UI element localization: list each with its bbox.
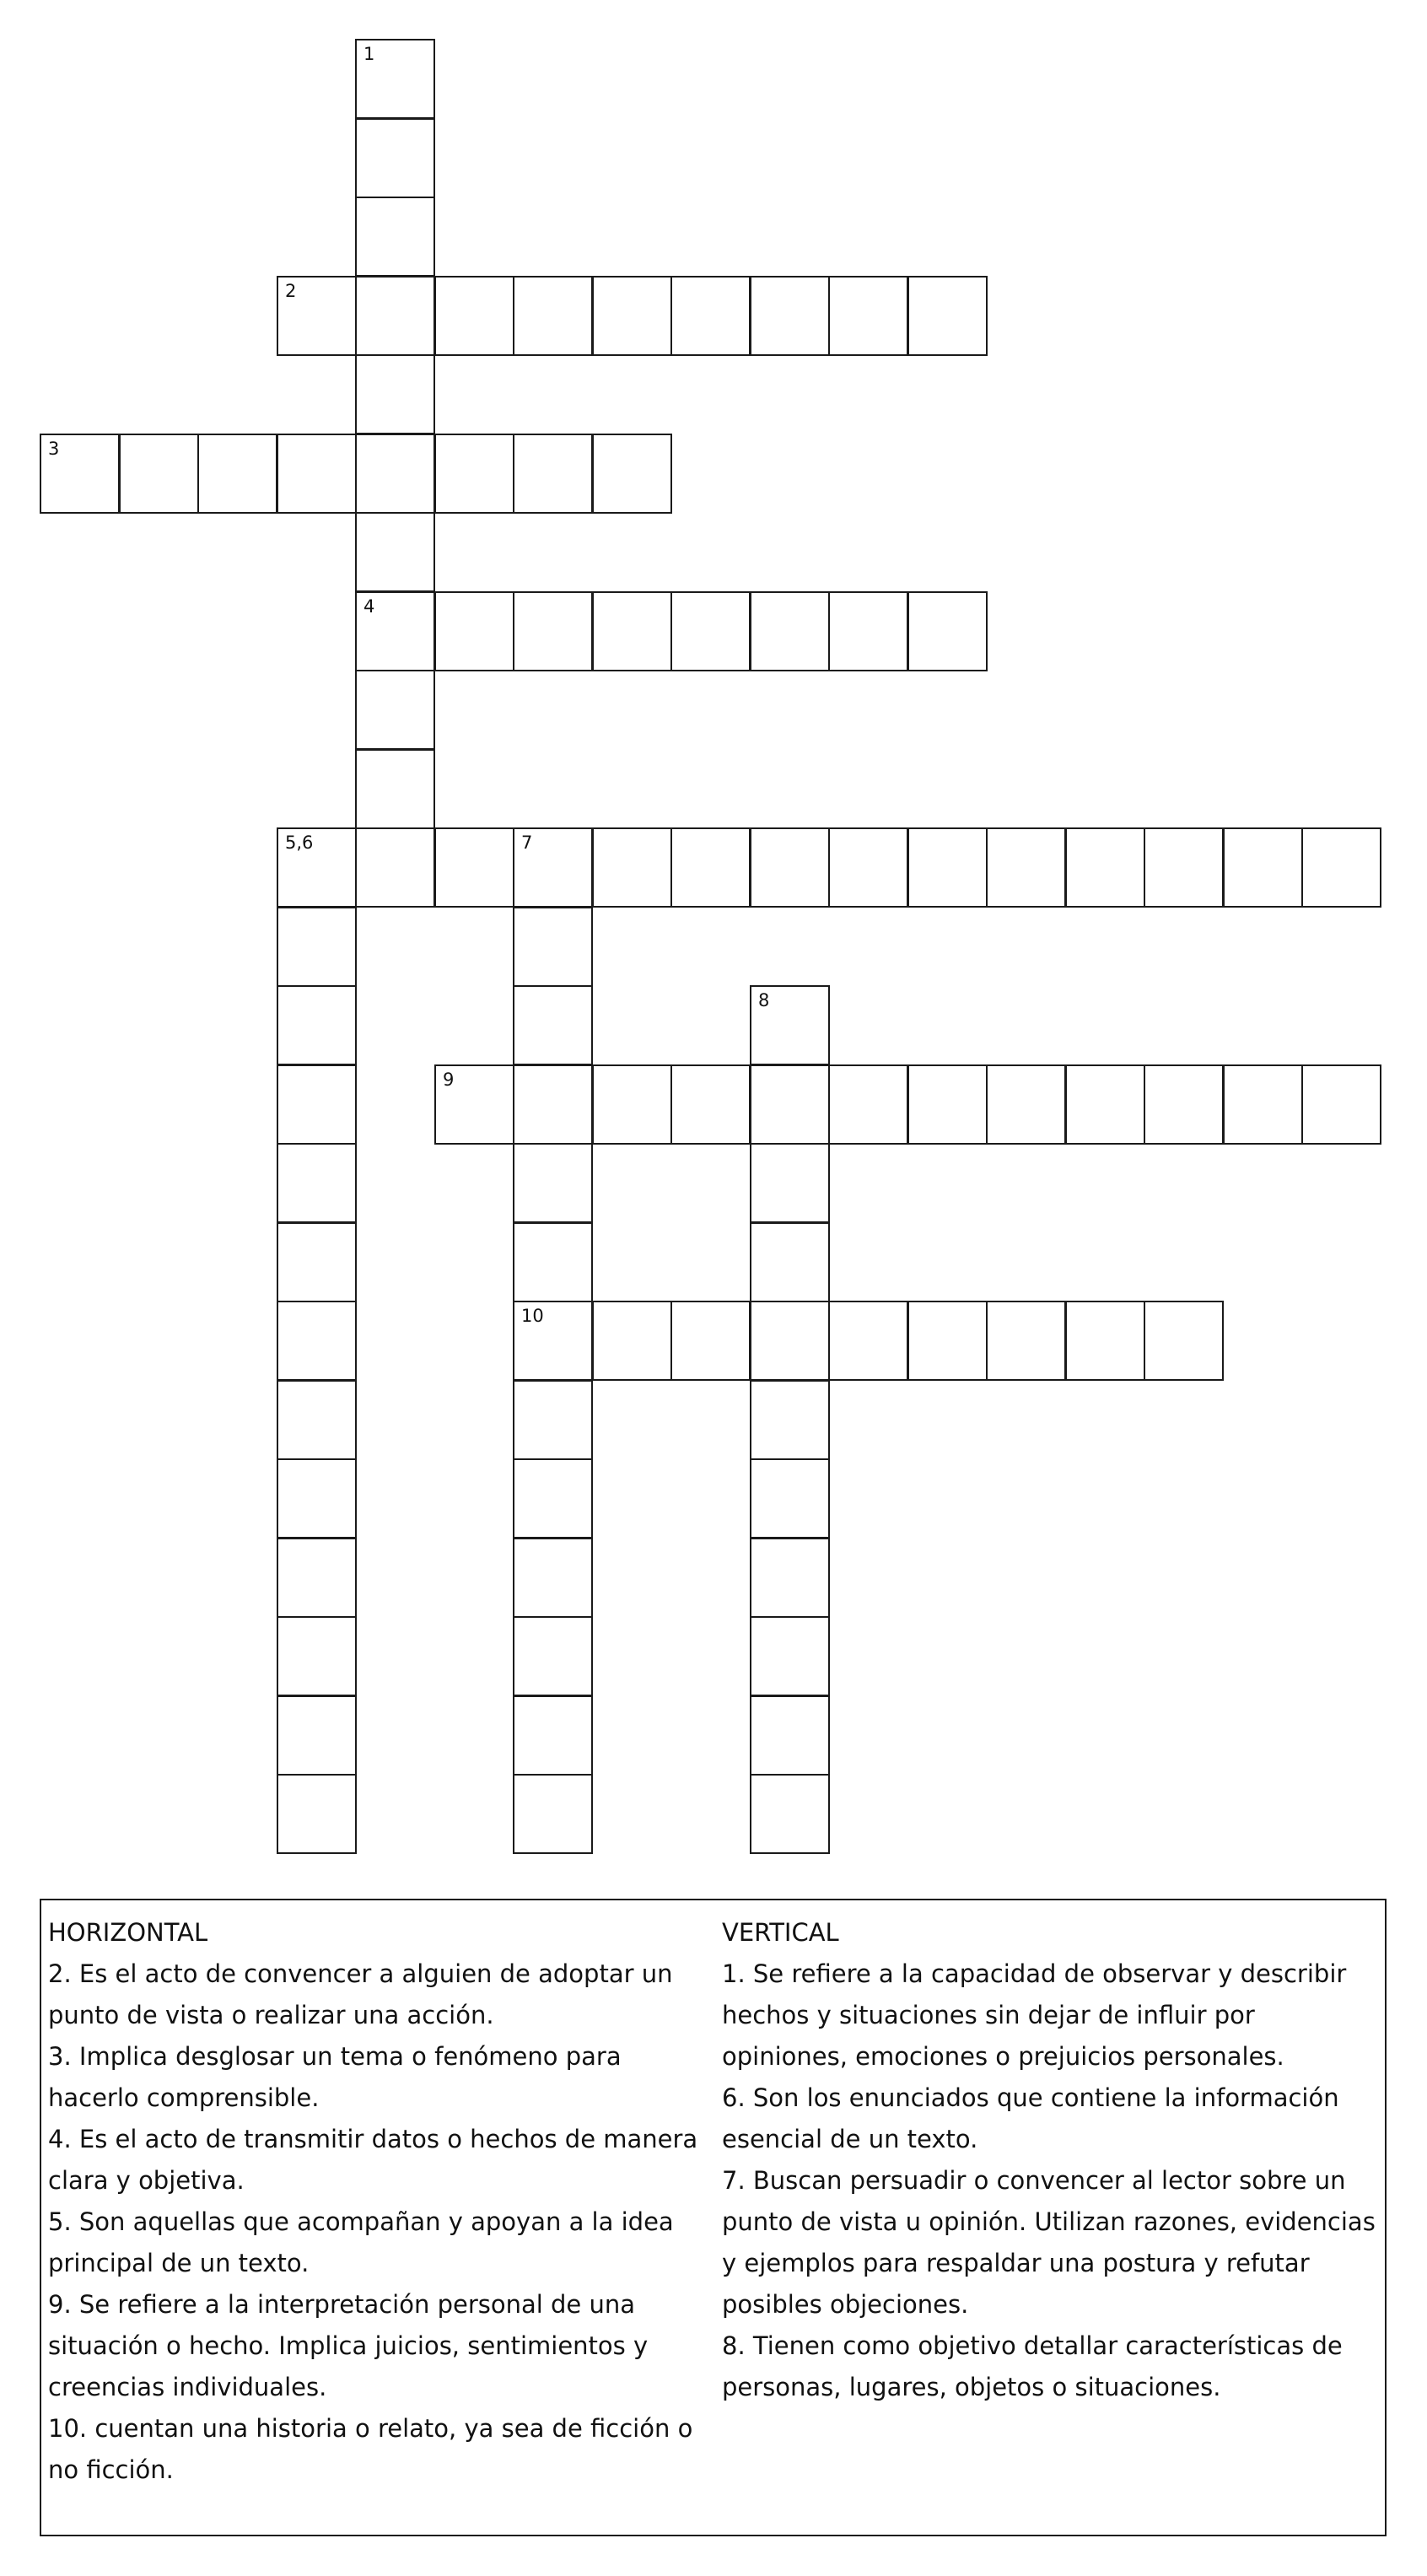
crossword-cell[interactable]: [277, 1380, 357, 1460]
crossword-cell-9[interactable]: [434, 1064, 514, 1145]
clue-number: 3: [48, 439, 60, 459]
crossword-cell[interactable]: [513, 1222, 593, 1302]
crossword-cell[interactable]: [513, 276, 593, 356]
clue-vertical-1: 1. Se refiere a la capacidad de observar y describir hechos y situaciones sin dejar de influir por opiniones, emociones o prejuicios personales.: [722, 1959, 1347, 2071]
crossword-cell[interactable]: [277, 1695, 357, 1776]
crossword-cell-1[interactable]: [355, 39, 435, 119]
crossword-cell[interactable]: [1301, 1064, 1381, 1145]
crossword-cell[interactable]: [513, 985, 593, 1065]
clue-horizontal-5: 5. Son aquellas que acompañan y apoyan a la idea principal de un texto.: [48, 2207, 674, 2277]
crossword-cell[interactable]: [592, 1064, 672, 1145]
crossword-cell[interactable]: [277, 434, 357, 514]
crossword-cell-2[interactable]: [277, 276, 357, 356]
crossword-cell[interactable]: [513, 1695, 593, 1776]
crossword-cell[interactable]: [277, 985, 357, 1065]
crossword-cell[interactable]: [592, 276, 672, 356]
crossword-cell[interactable]: [355, 197, 435, 277]
crossword-cell[interactable]: [670, 1064, 751, 1145]
horizontal-heading: HORIZONTAL: [48, 1918, 208, 1947]
crossword-cell[interactable]: [1065, 827, 1145, 908]
crossword-cell[interactable]: [355, 354, 435, 434]
crossword-cell-7[interactable]: [513, 827, 593, 908]
crossword-cell[interactable]: [592, 434, 672, 514]
crossword-cell[interactable]: [750, 1301, 830, 1381]
clue-horizontal-10: 10. cuentan una historia o relato, ya sea de ficción o no ficción.: [48, 2414, 693, 2484]
crossword-cell[interactable]: [513, 1143, 593, 1223]
crossword-cell[interactable]: [434, 276, 514, 356]
crossword-cell[interactable]: [1223, 827, 1303, 908]
crossword-cell[interactable]: [592, 1301, 672, 1381]
crossword-cell[interactable]: [907, 827, 988, 908]
clue-horizontal-4: 4. Es el acto de transmitir datos o hechos de manera clara y objetiva.: [48, 2125, 698, 2195]
crossword-cell[interactable]: [750, 1538, 830, 1618]
crossword-cell[interactable]: [1144, 1064, 1224, 1145]
crossword-cell[interactable]: [670, 591, 751, 671]
clue-vertical-6: 6. Son los enunciados que contiene la información esencial de un texto.: [722, 2083, 1339, 2153]
clue-number: 5,6: [285, 833, 314, 853]
crossword-cell[interactable]: [907, 1064, 988, 1145]
crossword-cell[interactable]: [828, 827, 908, 908]
clue-horizontal-2: 2. Es el acto de convencer a alguien de adoptar un punto de vista o realizar una acción.: [48, 1959, 673, 2029]
crossword-cell-10[interactable]: [513, 1301, 593, 1381]
crossword-cell[interactable]: [434, 434, 514, 514]
crossword-cell[interactable]: [1065, 1301, 1145, 1381]
crossword-cell[interactable]: [434, 827, 514, 908]
crossword-cell[interactable]: [513, 907, 593, 987]
crossword-cell[interactable]: [750, 1222, 830, 1302]
clue-number: 2: [285, 281, 297, 301]
clue-horizontal-3: 3. Implica desglosar un tema o fenómeno para hacerlo comprensible.: [48, 2042, 622, 2112]
crossword-cell[interactable]: [907, 276, 988, 356]
crossword-cell-5-6[interactable]: [277, 827, 357, 908]
crossword-cell[interactable]: [750, 1064, 830, 1145]
crossword-cell[interactable]: [355, 512, 435, 592]
crossword-cell[interactable]: [828, 276, 908, 356]
clue-vertical-7: 7. Buscan persuadir o convencer al lector sobre un punto de vista u opinión. Utilizan razones, evidencias y ejemplos para respaldar una postura y refutar posibles objeciones.: [722, 2166, 1376, 2319]
crossword-cell[interactable]: [592, 591, 672, 671]
clue-number: 9: [443, 1070, 455, 1090]
clue-number: 1: [363, 44, 375, 64]
crossword-cell[interactable]: [1301, 827, 1381, 908]
crossword-cell[interactable]: [277, 1538, 357, 1618]
crossword-cell[interactable]: [197, 434, 277, 514]
crossword-cell[interactable]: [907, 591, 988, 671]
vertical-heading: VERTICAL: [722, 1918, 839, 1947]
crossword-cell[interactable]: [828, 591, 908, 671]
crossword-cell[interactable]: [355, 749, 435, 829]
crossword-cell[interactable]: [1065, 1064, 1145, 1145]
clue-number: 8: [758, 990, 770, 1010]
crossword-cell[interactable]: [355, 670, 435, 750]
crossword-cell[interactable]: [277, 1458, 357, 1539]
crossword-cell[interactable]: [513, 1380, 593, 1460]
crossword-cell[interactable]: [277, 907, 357, 987]
crossword-cell[interactable]: [277, 1064, 357, 1145]
crossword-cell[interactable]: [750, 276, 830, 356]
crossword-cell[interactable]: [513, 434, 593, 514]
horizontal-clues: [48, 1912, 714, 2491]
crossword-cell[interactable]: [434, 591, 514, 671]
crossword-cell[interactable]: [907, 1301, 988, 1381]
crossword-cell[interactable]: [750, 1458, 830, 1539]
crossword-cell[interactable]: [986, 1301, 1066, 1381]
crossword-cell[interactable]: [513, 1064, 593, 1145]
crossword-cell[interactable]: [355, 118, 435, 198]
crossword-cell[interactable]: [750, 1143, 830, 1223]
crossword-cell[interactable]: [277, 1301, 357, 1381]
clue-horizontal-9: 9. Se refiere a la interpretación personal de una situación o hecho. Implica juicios, sentimientos y creencias individuales.: [48, 2290, 649, 2401]
crossword-cell[interactable]: [750, 1616, 830, 1696]
crossword-cell[interactable]: [277, 1222, 357, 1302]
crossword-cell[interactable]: [513, 591, 593, 671]
crossword-cell[interactable]: [355, 434, 435, 514]
clues-box: [40, 1899, 1387, 2536]
crossword-cell[interactable]: [670, 276, 751, 356]
crossword-cell[interactable]: [355, 276, 435, 356]
crossword-cell[interactable]: [670, 827, 751, 908]
crossword-cell[interactable]: [750, 827, 830, 908]
crossword-cell[interactable]: [750, 591, 830, 671]
clue-number: 10: [521, 1306, 544, 1326]
crossword-cell-4[interactable]: [355, 591, 435, 671]
crossword-cell[interactable]: [277, 1616, 357, 1696]
crossword-cell[interactable]: [986, 827, 1066, 908]
crossword-cell[interactable]: [513, 1458, 593, 1539]
crossword-cell[interactable]: [750, 1695, 830, 1776]
crossword-cell[interactable]: [513, 1616, 593, 1696]
crossword-cell[interactable]: [670, 1301, 751, 1381]
crossword-cell[interactable]: [828, 1301, 908, 1381]
crossword-cell[interactable]: [986, 1064, 1066, 1145]
crossword-cell[interactable]: [592, 827, 672, 908]
crossword-cell[interactable]: [355, 827, 435, 908]
crossword-cell[interactable]: [277, 1143, 357, 1223]
crossword-cell-3[interactable]: [40, 434, 120, 514]
vertical-clues: [722, 1912, 1384, 2408]
clue-vertical-8: 8. Tienen como objetivo detallar características de personas, lugares, objetos o situaciones.: [722, 2331, 1343, 2401]
crossword-cell[interactable]: [750, 1774, 830, 1854]
crossword-cell-8[interactable]: [750, 985, 830, 1065]
crossword-cell[interactable]: [1144, 827, 1224, 908]
crossword-cell[interactable]: [750, 1380, 830, 1460]
crossword-cell[interactable]: [828, 1064, 908, 1145]
crossword-cell[interactable]: [119, 434, 199, 514]
clue-number: 7: [521, 833, 533, 853]
crossword-cell[interactable]: [1144, 1301, 1224, 1381]
clue-number: 4: [363, 596, 375, 617]
crossword-cell[interactable]: [277, 1774, 357, 1854]
crossword-cell[interactable]: [513, 1538, 593, 1618]
crossword-cell[interactable]: [513, 1774, 593, 1854]
crossword-cell[interactable]: [1223, 1064, 1303, 1145]
